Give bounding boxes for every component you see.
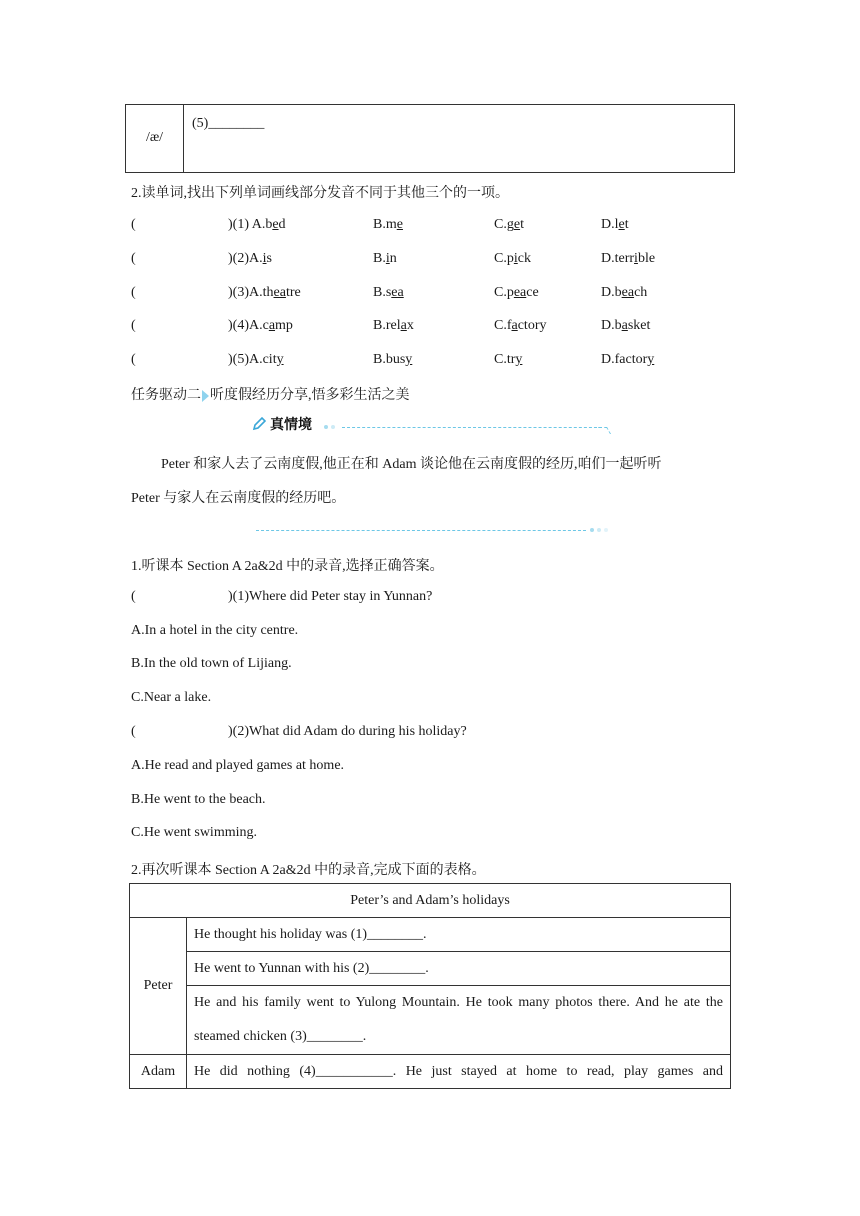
top-table-blank: (5)________	[192, 116, 265, 131]
peter-label: Peter	[130, 918, 187, 1055]
listen-q2-option-b[interactable]: B.He went to the beach.	[131, 792, 266, 807]
holiday-table	[129, 883, 731, 1089]
option-a: )(3)A.theatre	[228, 285, 301, 300]
tag-dash-end	[598, 427, 611, 434]
tag-dash-line	[342, 427, 602, 428]
adam-label: Adam	[130, 1055, 187, 1089]
scenario-line-2: Peter 与家人在云南度假的经历吧。	[131, 491, 346, 506]
option-c: C.factory	[494, 318, 547, 333]
listen-q1-text: )(1)Where did Peter stay in Yunnan?	[228, 589, 433, 604]
listen-q1-option-a[interactable]: A.In a hotel in the city centre.	[131, 623, 299, 638]
listen1-title: 1.听课本 Section A 2a&2d 中的录音,选择正确答案。	[131, 559, 444, 574]
listen-q1-option-b[interactable]: B.In the old town of Lijiang.	[131, 656, 292, 671]
answer-paren[interactable]: (	[131, 217, 136, 232]
answer-paren[interactable]: (	[131, 352, 136, 367]
answer-paren[interactable]: (	[131, 251, 136, 266]
scenario-tag-label: 真情境	[270, 417, 312, 433]
tag-dot	[331, 425, 335, 429]
listen-q1-paren[interactable]: (	[131, 589, 136, 604]
option-d: D.terrible	[601, 251, 656, 266]
listen-q2-paren[interactable]: (	[131, 724, 136, 739]
option-a: )(2)A.is	[228, 251, 272, 266]
option-c: C.pick	[494, 251, 531, 266]
option-a: )(5)A.city	[228, 352, 284, 367]
top-table	[125, 104, 735, 173]
option-a: )(4)A.camp	[228, 318, 293, 333]
option-c: C.peace	[494, 285, 539, 300]
scenario-tag	[252, 414, 312, 434]
holiday-table-header: Peter’s and Adam’s holidays	[130, 884, 731, 918]
listen-q2-text: )(2)What did Adam do during his holiday?	[228, 724, 467, 739]
option-d: D.basket	[601, 318, 651, 333]
option-c: C.get	[494, 217, 524, 232]
option-c: C.try	[494, 352, 523, 367]
option-d: D.let	[601, 217, 629, 232]
listen-q2-option-a[interactable]: A.He read and played games at home.	[131, 758, 345, 773]
top-table-divider	[183, 105, 184, 172]
peter-row-2[interactable]: He went to Yunnan with his (2)________.	[187, 952, 731, 986]
option-b: B.me	[373, 217, 403, 232]
listen-q1-option-c[interactable]: C.Near a lake.	[131, 690, 212, 705]
option-d: D.factory	[601, 352, 655, 367]
option-a: )(1) A.bed	[228, 217, 286, 232]
task-heading-rest: 听度假经历分享,悟多彩生活之美	[210, 388, 410, 403]
scenario-dot	[604, 528, 608, 532]
listen2-title: 2.再次听课本 Section A 2a&2d 中的录音,完成下面的表格。	[131, 863, 486, 878]
option-b: B.in	[373, 251, 397, 266]
option-b: B.busy	[373, 352, 413, 367]
peter-row-3[interactable]: He and his family went to Yulong Mountain. He took many photos there. And he ate the steamed chicken (3)________.	[187, 986, 731, 1055]
task-heading	[131, 384, 410, 404]
arrow-icon	[202, 390, 209, 402]
scenario-dot	[597, 528, 601, 532]
tag-dot	[324, 425, 328, 429]
scenario-dot	[590, 528, 594, 532]
top-table-label: /æ/	[145, 130, 164, 145]
adam-row[interactable]: He did nothing (4)___________. He just stayed at home to read, play games and	[187, 1055, 731, 1089]
scenario-bottom-dash	[256, 530, 586, 531]
answer-paren[interactable]: (	[131, 285, 136, 300]
listen-q2-option-c[interactable]: C.He went swimming.	[131, 825, 257, 840]
option-d: D.beach	[601, 285, 648, 300]
answer-paren[interactable]: (	[131, 318, 136, 333]
pencil-icon	[252, 417, 266, 431]
peter-row-1[interactable]: He thought his holiday was (1)________.	[187, 918, 731, 952]
option-b: B.sea	[373, 285, 404, 300]
option-b: B.relax	[373, 318, 414, 333]
scenario-line-1: Peter 和家人去了云南度假,他正在和 Adam 谈论他在云南度假的经历,咱们一起听听	[161, 457, 662, 472]
task-heading-label: 任务驱动二	[131, 388, 201, 403]
section2-title: 2.读单词,找出下列单词画线部分发音不同于其他三个的一项。	[131, 186, 509, 201]
